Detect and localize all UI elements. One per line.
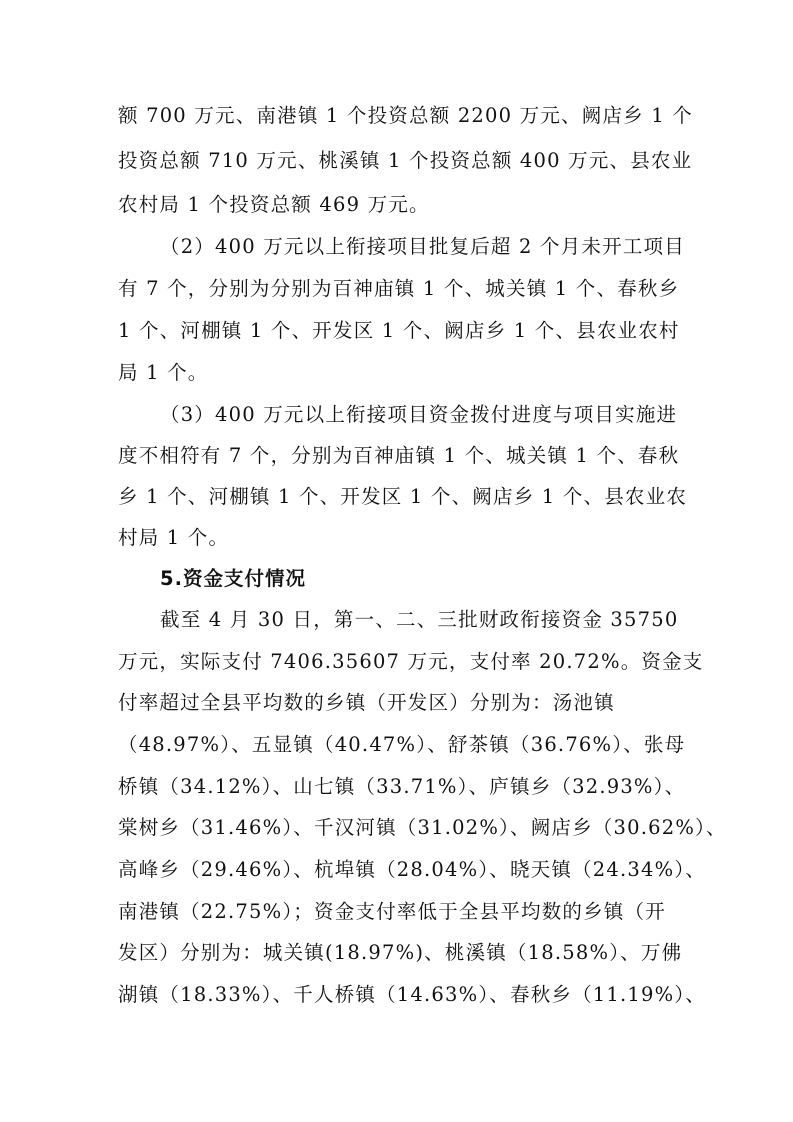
body-line: 万元，实际支付 7406.35607 万元，支付率 20.72%。资金支 — [118, 650, 704, 673]
body-line: 付率超过全县平均数的乡镇（开发区）分别为：汤池镇 — [118, 691, 615, 714]
body-line: 湖镇（18.33%）、千人桥镇（14.63%）、春秋乡（11.19%）、 — [118, 983, 707, 1006]
paragraph-item-3: （3）400 万元以上衔接项目资金拨付进度与项目实施进 — [160, 403, 678, 426]
body-line: （48.97%）、五显镇（40.47%）、舒茶镇（36.76%）、张母 — [118, 733, 686, 756]
body-line: 局 1 个。 — [118, 361, 209, 384]
paragraph-item-2: （2）400 万元以上衔接项目批复后超 2 个月未开工项目 — [160, 235, 685, 258]
body-line: 1 个、河棚镇 1 个、开发区 1 个、阙店乡 1 个、县农业农村 — [118, 319, 680, 342]
section-heading: 5.资金支付情况 — [160, 567, 306, 590]
body-line: 村局 1 个。 — [118, 526, 230, 549]
body-line: 乡 1 个、河棚镇 1 个、开发区 1 个、阙店乡 1 个、县农业农 — [118, 485, 688, 508]
body-line: 投资总额 710 万元、桃溪镇 1 个投资总额 400 万元、县农业 — [118, 149, 693, 172]
body-line: 额 700 万元、南港镇 1 个投资总额 2200 万元、阙店乡 1 个 — [118, 104, 693, 127]
body-line: 桥镇（34.12%）、山七镇（33.71%）、庐镇乡（32.93%）、 — [118, 775, 686, 798]
body-line: 度不相符有 7 个，分别为百神庙镇 1 个、城关镇 1 个、春秋 — [118, 444, 680, 467]
body-line: 有 7 个，分别为分别为百神庙镇 1 个、城关镇 1 个、春秋乡 — [118, 277, 680, 300]
body-line: 高峰乡（29.46%）、杭埠镇（28.04%）、晓天镇（24.34%）、 — [118, 858, 707, 881]
body-line: 发区）分别为：城关镇(18.97%)、桃溪镇（18.58%）、万佛 — [118, 941, 683, 964]
body-line: 棠树乡（31.46%）、千汉河镇（31.02%）、阙店乡（30.62%）、 — [118, 816, 727, 839]
body-line: 南港镇（22.75%）；资金支付率低于全县平均数的乡镇（开 — [118, 900, 666, 923]
paragraph-first-line: 截至 4 月 30 日，第一、二、三批财政衔接资金 35750 — [160, 608, 679, 631]
body-line: 农村局 1 个投资总额 469 万元。 — [118, 193, 430, 216]
